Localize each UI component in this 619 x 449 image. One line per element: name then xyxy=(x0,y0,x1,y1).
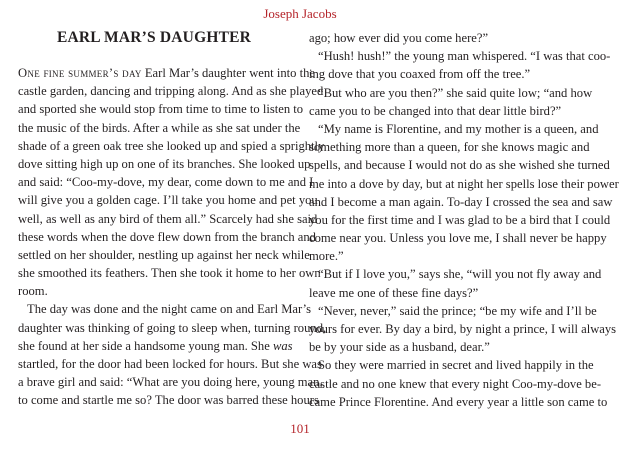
line-text: castle and no one knew that every night Coo-my-dove be- xyxy=(309,376,602,391)
text-line xyxy=(18,246,310,264)
text-line xyxy=(309,284,581,302)
text-line xyxy=(18,137,325,155)
line-text: come near you. Unless you love me, I shall never be happy xyxy=(309,231,607,246)
line-text: “Never, never,” said the prince; “be my wife and I’ll be xyxy=(318,303,597,318)
line-text: spells, and because I would not do as she wished she turned xyxy=(309,158,610,173)
right-text-column xyxy=(309,29,619,411)
line-text: and said: “Coo-my-dove, my dear, come down to me and I xyxy=(18,175,314,190)
line-text: these words when the dove flew down from the branch and xyxy=(18,229,316,244)
line-text: startled, for the door had been locked for hours. But she was xyxy=(18,357,322,371)
line-text: daughter was thinking of going to sleep when, turning round, xyxy=(18,320,327,335)
text-line xyxy=(18,100,304,118)
text-line xyxy=(18,373,323,391)
text-line xyxy=(309,211,611,229)
text-line xyxy=(309,175,619,193)
line-text: So they were married in secret and lived happily in the xyxy=(318,358,594,373)
line-text: castle garden, dancing and tripping along. And as she played xyxy=(18,84,324,99)
text-line xyxy=(18,319,327,337)
line-text: “My name is Florentine, and my mother is a queen, and xyxy=(318,121,599,136)
italic-emphasis: was xyxy=(272,338,293,353)
line-text: me into a dove by day, but at night her spells lose their power xyxy=(309,176,619,191)
line-text: more.” xyxy=(309,249,344,264)
text-line xyxy=(309,393,608,411)
line-text: be by your side as a husband, dear.” xyxy=(309,340,490,355)
text-line xyxy=(18,355,322,373)
page-number: 101 xyxy=(290,421,310,436)
line-text: “But who are you then?” she said quite low; “and how xyxy=(318,85,593,100)
line-text: will give you a golden cage. I’ll take you home and pet you xyxy=(18,193,318,208)
text-line xyxy=(309,265,602,283)
line-text: you for the first time and I was glad to be a bird that I could xyxy=(309,212,611,227)
text-line xyxy=(18,300,312,318)
text-line xyxy=(18,82,324,100)
text-line xyxy=(309,229,607,247)
text-line xyxy=(309,47,611,65)
line-text: settled on her shoulder, nestling up against her neck while xyxy=(18,247,310,262)
text-line xyxy=(309,65,581,83)
text-line xyxy=(18,173,314,191)
line-text: “But if I love you,” says she, “will you not fly away and xyxy=(318,267,602,282)
line-text: to come and startle me so? The door was barred these hours xyxy=(18,393,319,408)
text-line xyxy=(309,84,593,102)
text-line xyxy=(18,64,315,82)
text-line xyxy=(309,120,599,138)
running-header-author: Joseph Jacobs xyxy=(263,6,337,21)
text-line xyxy=(309,193,613,211)
text-line xyxy=(309,375,602,393)
line-text: ago; how ever did you come here?” xyxy=(309,31,489,45)
line-text: she found at her side a handsome young man. She xyxy=(18,338,270,353)
text-line xyxy=(309,102,581,120)
line-text: and sported she would stop from time to time to listen to xyxy=(18,102,304,117)
line-text: came you to be changed into that dear little bird?” xyxy=(309,103,562,118)
text-line xyxy=(309,338,581,356)
text-line xyxy=(18,228,316,246)
text-line xyxy=(18,264,321,282)
line-text: ing dove that you coaxed from off the tree.” xyxy=(309,67,531,82)
line-text: shade of a green oak tree she looked up and spied a sprightly xyxy=(18,138,325,153)
text-line xyxy=(18,391,319,409)
text-line xyxy=(18,119,301,137)
line-text: The day was done and the night came on and Earl Mar’s xyxy=(27,302,312,317)
line-text: “Hush! hush!” the young man whispered. “I was that coo- xyxy=(318,49,611,64)
line-text: well, as well as any bird of them all.” Scarcely had she said xyxy=(18,211,318,226)
line-text: she smoothed its feathers. Then she took it home to her own xyxy=(18,266,321,281)
text-line xyxy=(18,155,311,173)
text-line xyxy=(309,156,610,174)
line-text: came Prince Florentine. And every year a little son came to xyxy=(309,394,608,409)
line-text: room. xyxy=(18,284,48,299)
opening-small-caps: One fine summer’s day xyxy=(18,66,142,80)
text-line xyxy=(309,356,594,374)
text-line xyxy=(309,320,617,338)
text-line xyxy=(18,282,290,300)
line-text: yours for ever. By day a bird, by night a prince, I will always xyxy=(309,322,617,336)
line-text: leave me one of these fine days?” xyxy=(309,285,479,300)
line-text: a brave girl and said: “What are you doing here, young man, xyxy=(18,375,323,390)
line-text: dove sitting high up on one of its branches. She looked up xyxy=(18,156,311,171)
text-line xyxy=(18,191,318,209)
text-line xyxy=(18,210,318,228)
text-line xyxy=(18,337,293,355)
line-text: and I become a man again. To-day I crossed the sea and saw xyxy=(309,194,613,209)
text-line xyxy=(309,29,581,47)
text-line xyxy=(309,302,597,320)
chapter-title: EARL MAR’S DAUGHTER xyxy=(56,29,252,46)
text-line xyxy=(309,247,581,265)
line-text: Earl Mar’s daughter went into the xyxy=(141,66,315,80)
text-line xyxy=(309,138,590,156)
line-text: something more than a queen, for she knows magic and xyxy=(309,140,590,155)
line-text: the music of the birds. After a while as she sat under the xyxy=(18,120,301,135)
